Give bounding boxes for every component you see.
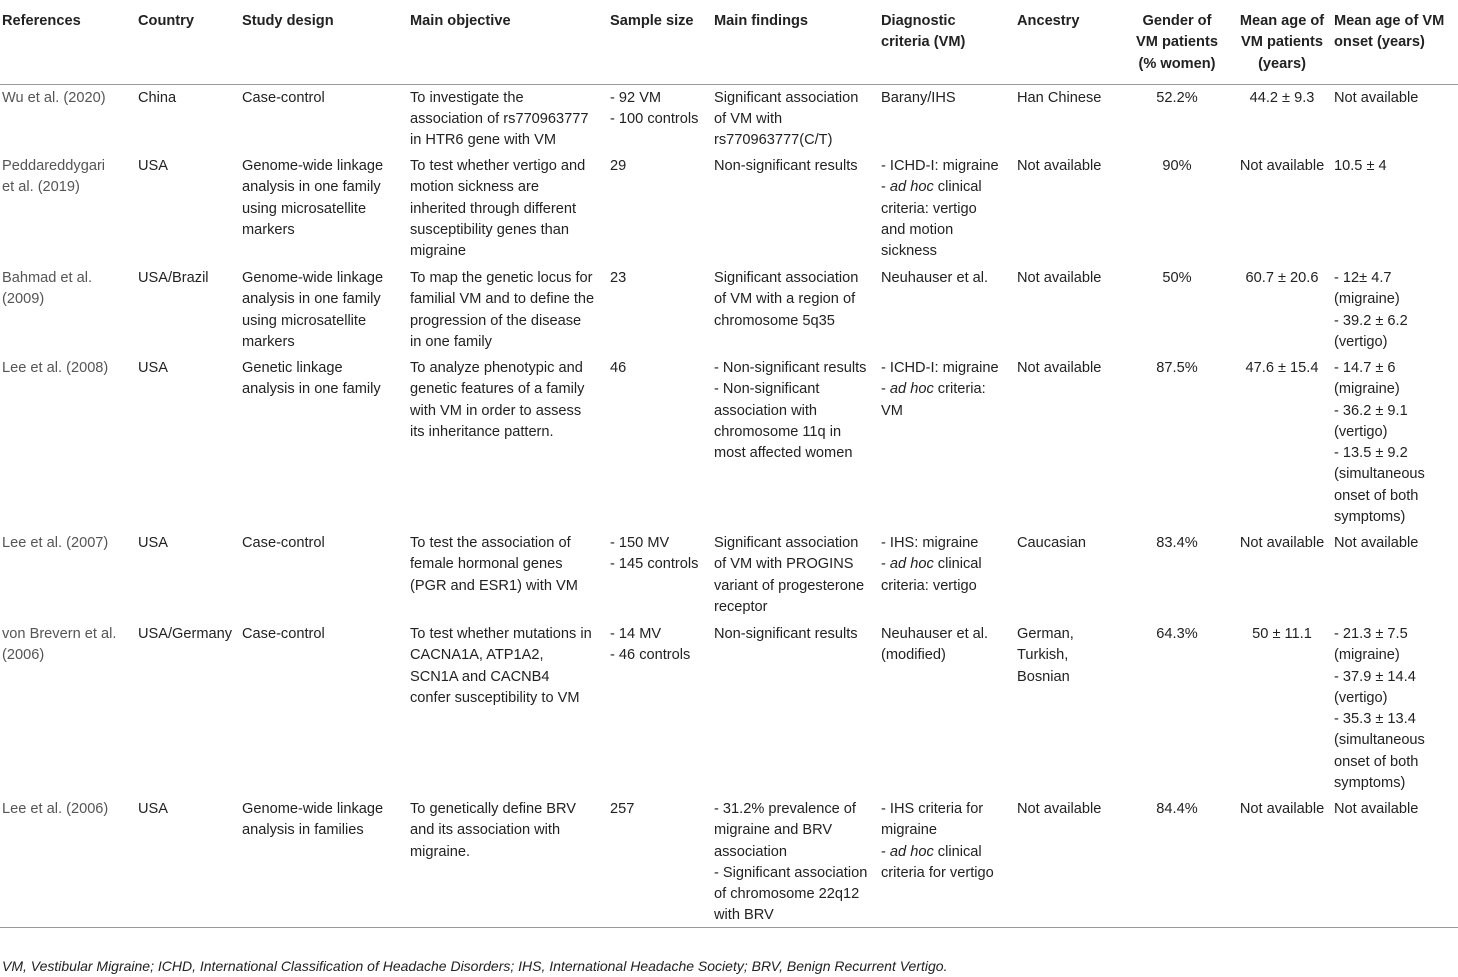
text-line: Bosnian (1017, 668, 1070, 685)
table-row (0, 796, 1458, 927)
cell-references (0, 153, 136, 265)
text-line: China (138, 89, 177, 106)
text-line: - ICHD-I: migraine (881, 360, 999, 376)
text-line: Han Chinese (1017, 89, 1102, 106)
text-line: - ICHD-I: migraine (881, 158, 999, 174)
text-line: Lee et al. (2008) (2, 360, 109, 376)
text-line: familial VM and to define the (410, 291, 595, 308)
text-line: progression of the disease (410, 312, 582, 329)
text-line: Significant association (714, 535, 859, 551)
cell-mean-age-onset (1332, 84, 1458, 153)
text-line: Not available (1239, 801, 1325, 817)
text-line: Turkish, (1017, 647, 1069, 664)
text-line: USA/Brazil (138, 270, 209, 286)
text-line: To test whether mutations in (410, 626, 592, 642)
text-line: - IHS criteria for (881, 801, 984, 817)
cell-main-findings (712, 355, 879, 530)
cell-mean-age (1232, 530, 1332, 621)
cell-diagnostic-criteria (879, 530, 1015, 621)
text-line: 257 (610, 801, 635, 817)
cell-main-objective (408, 153, 608, 265)
cell-ancestry (1015, 355, 1122, 530)
text-line: analysis in families (242, 822, 364, 839)
text-line: USA (138, 158, 169, 174)
text-line: using microsatellite (242, 312, 367, 329)
text-line: susceptibility genes than (410, 221, 570, 238)
text-line: - 12± 4.7 (1334, 270, 1392, 286)
cell-ancestry (1015, 153, 1122, 265)
cell-main-objective (408, 265, 608, 355)
text-line: To analyze phenotypic and (410, 360, 583, 376)
cell-ancestry (1015, 796, 1122, 927)
cell-sample-size (608, 621, 712, 796)
column-header-mean-age (1232, 0, 1332, 84)
text-line: motion sickness are (410, 179, 539, 196)
cell-gender-women (1122, 621, 1232, 796)
text-line: criteria for vertigo (881, 864, 994, 881)
text-line: Barany/IHS (881, 89, 956, 106)
text-line: of chromosome 22q12 (714, 886, 860, 903)
text-line: markers (242, 221, 295, 238)
cell-sample-size (608, 84, 712, 153)
cell-country (136, 84, 240, 153)
text-line: - ad hoc clinical (881, 843, 982, 860)
text-line: - Significant association (714, 864, 868, 881)
column-header-mean-age-onset (1332, 0, 1458, 84)
text-line: - 145 controls (610, 556, 699, 573)
text-line: Ancestry (1017, 13, 1080, 29)
cell-main-objective (408, 84, 608, 153)
text-line: association (714, 843, 788, 860)
table-body (0, 84, 1458, 927)
text-line: migraine (410, 243, 466, 260)
text-line: (migraine) (1334, 291, 1400, 308)
column-header-references (0, 0, 136, 84)
text-line: von Brevern et al. (2, 626, 117, 642)
text-line: Mean age of (1239, 13, 1325, 29)
text-line: receptor (714, 598, 768, 615)
cell-ancestry (1015, 265, 1122, 355)
text-line: analysis in one family (242, 291, 381, 308)
text-line: To genetically define BRV (410, 801, 577, 817)
cell-gender-women (1122, 84, 1232, 153)
cell-sample-size (608, 796, 712, 927)
text-line: Case-control (242, 89, 325, 106)
cell-study-design (240, 796, 408, 927)
text-line: VM (881, 402, 903, 419)
cell-sample-size (608, 530, 712, 621)
table-row (0, 84, 1458, 153)
cell-diagnostic-criteria (879, 796, 1015, 927)
cell-country (136, 530, 240, 621)
text-line: 50 ± 11.1 (1252, 626, 1312, 642)
cell-diagnostic-criteria (879, 84, 1015, 153)
text-line: Wu et al. (2020) (2, 89, 106, 106)
text-line: symptoms) (1334, 509, 1406, 526)
text-line: USA (138, 535, 169, 551)
cell-references (0, 355, 136, 530)
text-line: markers (242, 333, 295, 350)
text-line: onset of both (1334, 753, 1419, 770)
table-row (0, 153, 1458, 265)
column-header-gender-women (1122, 0, 1232, 84)
cell-ancestry (1015, 530, 1122, 621)
text-line: Lee et al. (2007) (2, 535, 109, 551)
text-line: (vertigo) (1334, 333, 1388, 350)
text-line: 44.2 ± 9.3 (1249, 89, 1315, 106)
cell-references (0, 84, 136, 153)
text-line: association with (714, 402, 818, 419)
cell-study-design (240, 530, 408, 621)
text-line: Case-control (242, 626, 325, 642)
text-line: Significant association (714, 270, 859, 286)
text-line: 46 (610, 360, 627, 376)
text-line: of VM with a region of (714, 291, 856, 308)
text-line: criteria: vertigo (881, 577, 977, 594)
cell-study-design (240, 265, 408, 355)
cell-gender-women (1122, 796, 1232, 927)
table-row (0, 621, 1458, 796)
text-line: Lee et al. (2006) (2, 801, 109, 817)
text-line: - 150 MV (610, 535, 670, 551)
text-line: using microsatellite (242, 200, 367, 217)
text-line: in HTR6 gene with VM (410, 132, 556, 149)
text-line: rs770963777(C/T) (714, 132, 833, 149)
text-line: USA (138, 801, 169, 817)
text-line: in one family (410, 333, 492, 350)
text-line: analysis in one family (242, 179, 381, 196)
text-line: et al. (2019) (2, 179, 80, 196)
cell-main-findings (712, 84, 879, 153)
cell-main-findings (712, 621, 879, 796)
text-line: (migraine) (1334, 381, 1400, 398)
cell-gender-women (1122, 530, 1232, 621)
text-line: Non-significant results (714, 158, 858, 174)
text-line: migraine (881, 822, 937, 839)
cell-mean-age-onset (1332, 530, 1458, 621)
text-line: 84.4% (1156, 801, 1198, 817)
table-row (0, 265, 1458, 355)
header-row (0, 0, 1458, 84)
text-line: - Non-significant results (714, 360, 867, 376)
text-line: Genetic linkage (242, 360, 343, 376)
cell-mean-age-onset (1332, 796, 1458, 927)
cell-gender-women (1122, 265, 1232, 355)
cell-mean-age-onset (1332, 355, 1458, 530)
text-line: - 13.5 ± 9.2 (1334, 445, 1408, 462)
cell-diagnostic-criteria (879, 355, 1015, 530)
text-line: Not available (1017, 801, 1102, 817)
text-line: 64.3% (1156, 626, 1198, 642)
text-line: - ad hoc criteria: (881, 381, 986, 398)
text-line: genetic features of a family (410, 381, 585, 398)
text-line: and its association with (410, 822, 561, 839)
cell-ancestry (1015, 621, 1122, 796)
text-line: CACNA1A, ATP1A2, (410, 647, 544, 664)
text-line: its inheritance pattern. (410, 423, 554, 440)
text-line: Diagnostic (881, 13, 956, 29)
cell-ancestry (1015, 84, 1122, 153)
text-line: Non-significant results (714, 626, 858, 642)
text-line: (2009) (2, 291, 45, 308)
text-line: Main objective (410, 13, 511, 29)
text-line: - 39.2 ± 6.2 (1334, 312, 1408, 329)
cell-references (0, 621, 136, 796)
text-line: 10.5 ± 4 (1334, 158, 1387, 174)
column-header-diagnostic-criteria (879, 0, 1015, 84)
text-line: Mean age of VM (1334, 13, 1445, 29)
cell-main-objective (408, 355, 608, 530)
text-line: Not available (1334, 535, 1419, 551)
cell-diagnostic-criteria (879, 621, 1015, 796)
cell-mean-age (1232, 265, 1332, 355)
text-line: - 14 MV (610, 626, 662, 642)
text-line: criteria: vertigo (881, 200, 977, 217)
text-line: To test whether vertigo and (410, 158, 586, 174)
text-line: 90% (1162, 158, 1192, 174)
table-row (0, 530, 1458, 621)
text-line: Significant association (714, 89, 859, 106)
text-line: (migraine) (1334, 647, 1400, 664)
text-line: Not available (1017, 270, 1102, 286)
text-line: chromosome 11q in (714, 423, 842, 440)
cell-mean-age-onset (1332, 265, 1458, 355)
cell-main-findings (712, 796, 879, 927)
cell-diagnostic-criteria (879, 265, 1015, 355)
text-line: migraine. (410, 843, 471, 860)
text-line: Study design (242, 13, 334, 29)
cell-country (136, 265, 240, 355)
text-line: - 14.7 ± 6 (1334, 360, 1396, 376)
text-line: - 46 controls (610, 647, 691, 664)
cell-study-design (240, 84, 408, 153)
cell-sample-size (608, 355, 712, 530)
text-line: 87.5% (1156, 360, 1198, 376)
text-line: VM patients (1241, 34, 1323, 51)
text-line: Caucasian (1017, 535, 1086, 551)
column-header-main-findings (712, 0, 879, 84)
text-line: Genome-wide linkage (242, 801, 384, 817)
text-line: - 37.9 ± 14.4 (1334, 668, 1416, 685)
cell-mean-age (1232, 84, 1332, 153)
cell-main-findings (712, 530, 879, 621)
text-line: (vertigo) (1334, 689, 1388, 706)
cell-references (0, 265, 136, 355)
column-header-main-objective (408, 0, 608, 84)
table-header (0, 0, 1458, 84)
text-line: Genome-wide linkage (242, 270, 384, 286)
text-line: analysis in one family (242, 381, 381, 398)
cell-main-objective (408, 530, 608, 621)
text-line: VM patients (1136, 34, 1218, 51)
text-line: - 21.3 ± 7.5 (1334, 626, 1408, 642)
text-line: - IHS: migraine (881, 535, 979, 551)
text-line: Not available (1239, 158, 1325, 174)
text-line: Not available (1017, 360, 1102, 376)
text-line: Genome-wide linkage (242, 158, 384, 174)
text-line: - 100 controls (610, 110, 699, 127)
cell-mean-age (1232, 355, 1332, 530)
text-line: (PGR and ESR1) with VM (410, 577, 578, 594)
text-line: 29 (610, 158, 627, 174)
text-line: Peddareddygari (2, 158, 106, 174)
cell-main-objective (408, 621, 608, 796)
text-line: Bahmad et al. (2, 270, 93, 286)
cell-main-findings (712, 265, 879, 355)
text-line: most affected women (714, 445, 853, 462)
text-line: - 35.3 ± 13.4 (1334, 711, 1416, 728)
text-line: Case-control (242, 535, 325, 551)
text-line: USA/Germany (138, 626, 233, 642)
column-header-country (136, 0, 240, 84)
cell-study-design (240, 621, 408, 796)
text-line: Not available (1017, 158, 1102, 174)
text-line: 23 (610, 270, 627, 286)
text-line: migraine and BRV (714, 822, 833, 839)
text-line: Neuhauser et al. (881, 626, 989, 642)
text-line: (modified) (881, 647, 946, 664)
text-line: (simultaneous (1334, 466, 1425, 483)
text-line: onset (years) (1334, 34, 1425, 51)
text-line: To test the association of (410, 535, 571, 551)
text-line: with VM in order to assess (410, 402, 582, 419)
column-header-ancestry (1015, 0, 1122, 84)
cell-country (136, 621, 240, 796)
text-line: - ad hoc clinical (881, 556, 982, 573)
text-line: - Non-significant (714, 381, 820, 398)
text-line: (simultaneous (1334, 732, 1425, 749)
text-line: and motion (881, 221, 954, 238)
text-line: criteria (VM) (881, 34, 966, 51)
cell-mean-age (1232, 796, 1332, 927)
text-line: Country (138, 13, 194, 29)
text-line: - 92 VM (610, 89, 662, 106)
text-line: German, (1017, 626, 1074, 642)
cell-diagnostic-criteria (879, 153, 1015, 265)
cell-references (0, 796, 136, 927)
text-line: (vertigo) (1334, 423, 1388, 440)
cell-study-design (240, 355, 408, 530)
text-line: USA (138, 360, 169, 376)
text-line: (2006) (2, 647, 45, 664)
cell-mean-age-onset (1332, 621, 1458, 796)
cell-country (136, 153, 240, 265)
text-line: To map the genetic locus for (410, 270, 593, 286)
text-line: confer susceptibility to VM (410, 689, 580, 706)
cell-main-findings (712, 153, 879, 265)
table-footnote: VM, Vestibular Migraine; ICHD, International Classification of Headache Disorders; IHS, International Headache Society; BRV, Benign Recurrent Vertigo. (2, 958, 948, 974)
text-line: Not available (1239, 535, 1325, 551)
text-line: To investigate the (410, 89, 524, 106)
table-row (0, 355, 1458, 530)
text-line: female hormonal genes (410, 556, 563, 573)
cell-main-objective (408, 796, 608, 927)
text-line: 50% (1162, 270, 1192, 286)
text-line: Not available (1334, 89, 1419, 106)
text-line: - 31.2% prevalence of (714, 801, 856, 817)
cell-gender-women (1122, 153, 1232, 265)
cell-country (136, 355, 240, 530)
text-line: symptoms) (1334, 775, 1406, 792)
cell-sample-size (608, 265, 712, 355)
text-line: Neuhauser et al. (881, 270, 989, 286)
text-line: of VM with PROGINS (714, 556, 854, 573)
text-line: 52.2% (1156, 89, 1198, 106)
text-line: Sample size (610, 13, 694, 29)
cell-references (0, 530, 136, 621)
cell-mean-age (1232, 153, 1332, 265)
text-line: inherited through different (410, 200, 577, 217)
text-line: 60.7 ± 20.6 (1245, 270, 1319, 286)
cell-mean-age-onset (1332, 153, 1458, 265)
text-line: 47.6 ± 15.4 (1245, 360, 1319, 376)
column-header-sample-size (608, 0, 712, 84)
cell-study-design (240, 153, 408, 265)
text-line: Gender of (1142, 13, 1212, 29)
cell-sample-size (608, 153, 712, 265)
column-header-study-design (240, 0, 408, 84)
cell-mean-age (1232, 621, 1332, 796)
text-line: 83.4% (1156, 535, 1198, 551)
text-line: (% women) (1138, 55, 1216, 72)
cell-gender-women (1122, 355, 1232, 530)
text-line: onset of both (1334, 487, 1419, 504)
text-line: with BRV (714, 907, 774, 924)
text-line: variant of progesterone (714, 577, 865, 594)
text-line: sickness (881, 243, 937, 260)
text-line: of VM with (714, 110, 783, 127)
text-line: chromosome 5q35 (714, 312, 835, 329)
text-line: References (2, 13, 81, 29)
text-line: - ad hoc clinical (881, 179, 982, 196)
text-line: Not available (1334, 801, 1419, 817)
text-line: - 36.2 ± 9.1 (1334, 402, 1408, 419)
text-line: SCN1A and CACNB4 (410, 668, 550, 685)
text-line: association of rs770963777 (410, 110, 589, 127)
cell-country (136, 796, 240, 927)
text-line: Main findings (714, 13, 809, 29)
text-line: (years) (1258, 55, 1306, 72)
